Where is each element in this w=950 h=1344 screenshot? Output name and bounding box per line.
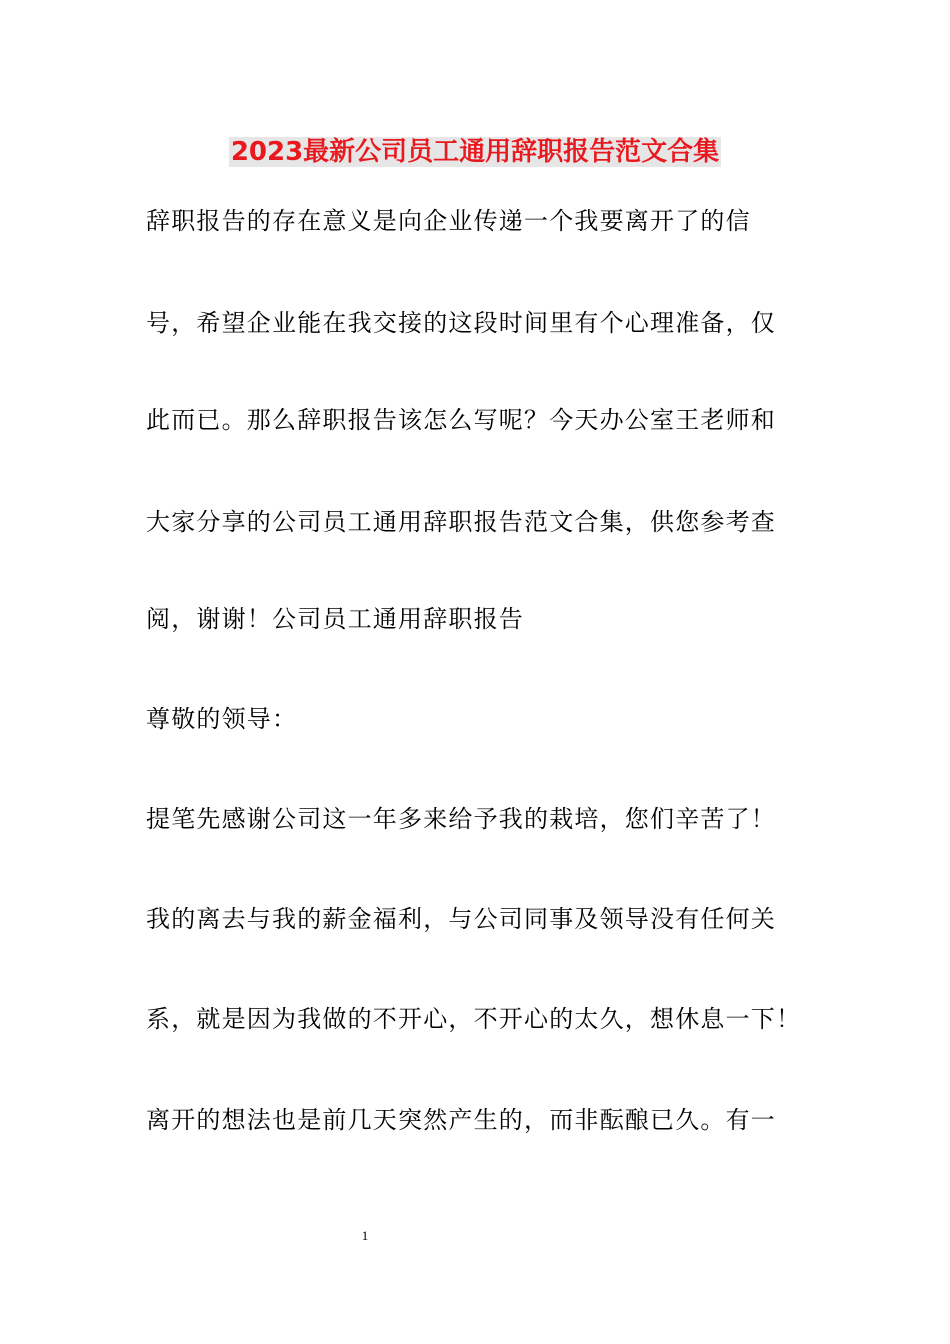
- paragraph-line-7: 提笔先感谢公司这一年多来给予我的栽培，您们辛苦了！: [146, 805, 776, 833]
- document-title: [0, 134, 950, 170]
- paragraph-line-1: 辞职报告的存在意义是向企业传递一个我要离开了的信: [146, 207, 751, 235]
- salutation-line: 尊敬的领导：: [146, 705, 298, 733]
- paragraph-line-10: 离开的想法也是前几天突然产生的，而非酝酿已久。有一: [146, 1106, 776, 1134]
- paragraph-line-3: 此而已。那么辞职报告该怎么写呢？今天办公室王老师和: [146, 406, 776, 434]
- paragraph-line-8: 我的离去与我的薪金福利，与公司同事及领导没有任何关: [146, 905, 776, 933]
- paragraph-line-2: 号，希望企业能在我交接的这段时间里有个心理准备，仅: [146, 309, 776, 337]
- paragraph-line-9: 系，就是因为我做的不开心，不开心的太久，想休息一下！: [146, 1005, 802, 1033]
- document-title-text: 2023最新公司员工通用辞职报告范文合集: [230, 137, 720, 167]
- page-number: 1: [361, 1228, 369, 1243]
- paragraph-line-4: 大家分享的公司员工通用辞职报告范文合集，供您参考查: [146, 508, 776, 536]
- paragraph-line-5: 阅，谢谢！公司员工通用辞职报告: [146, 605, 524, 633]
